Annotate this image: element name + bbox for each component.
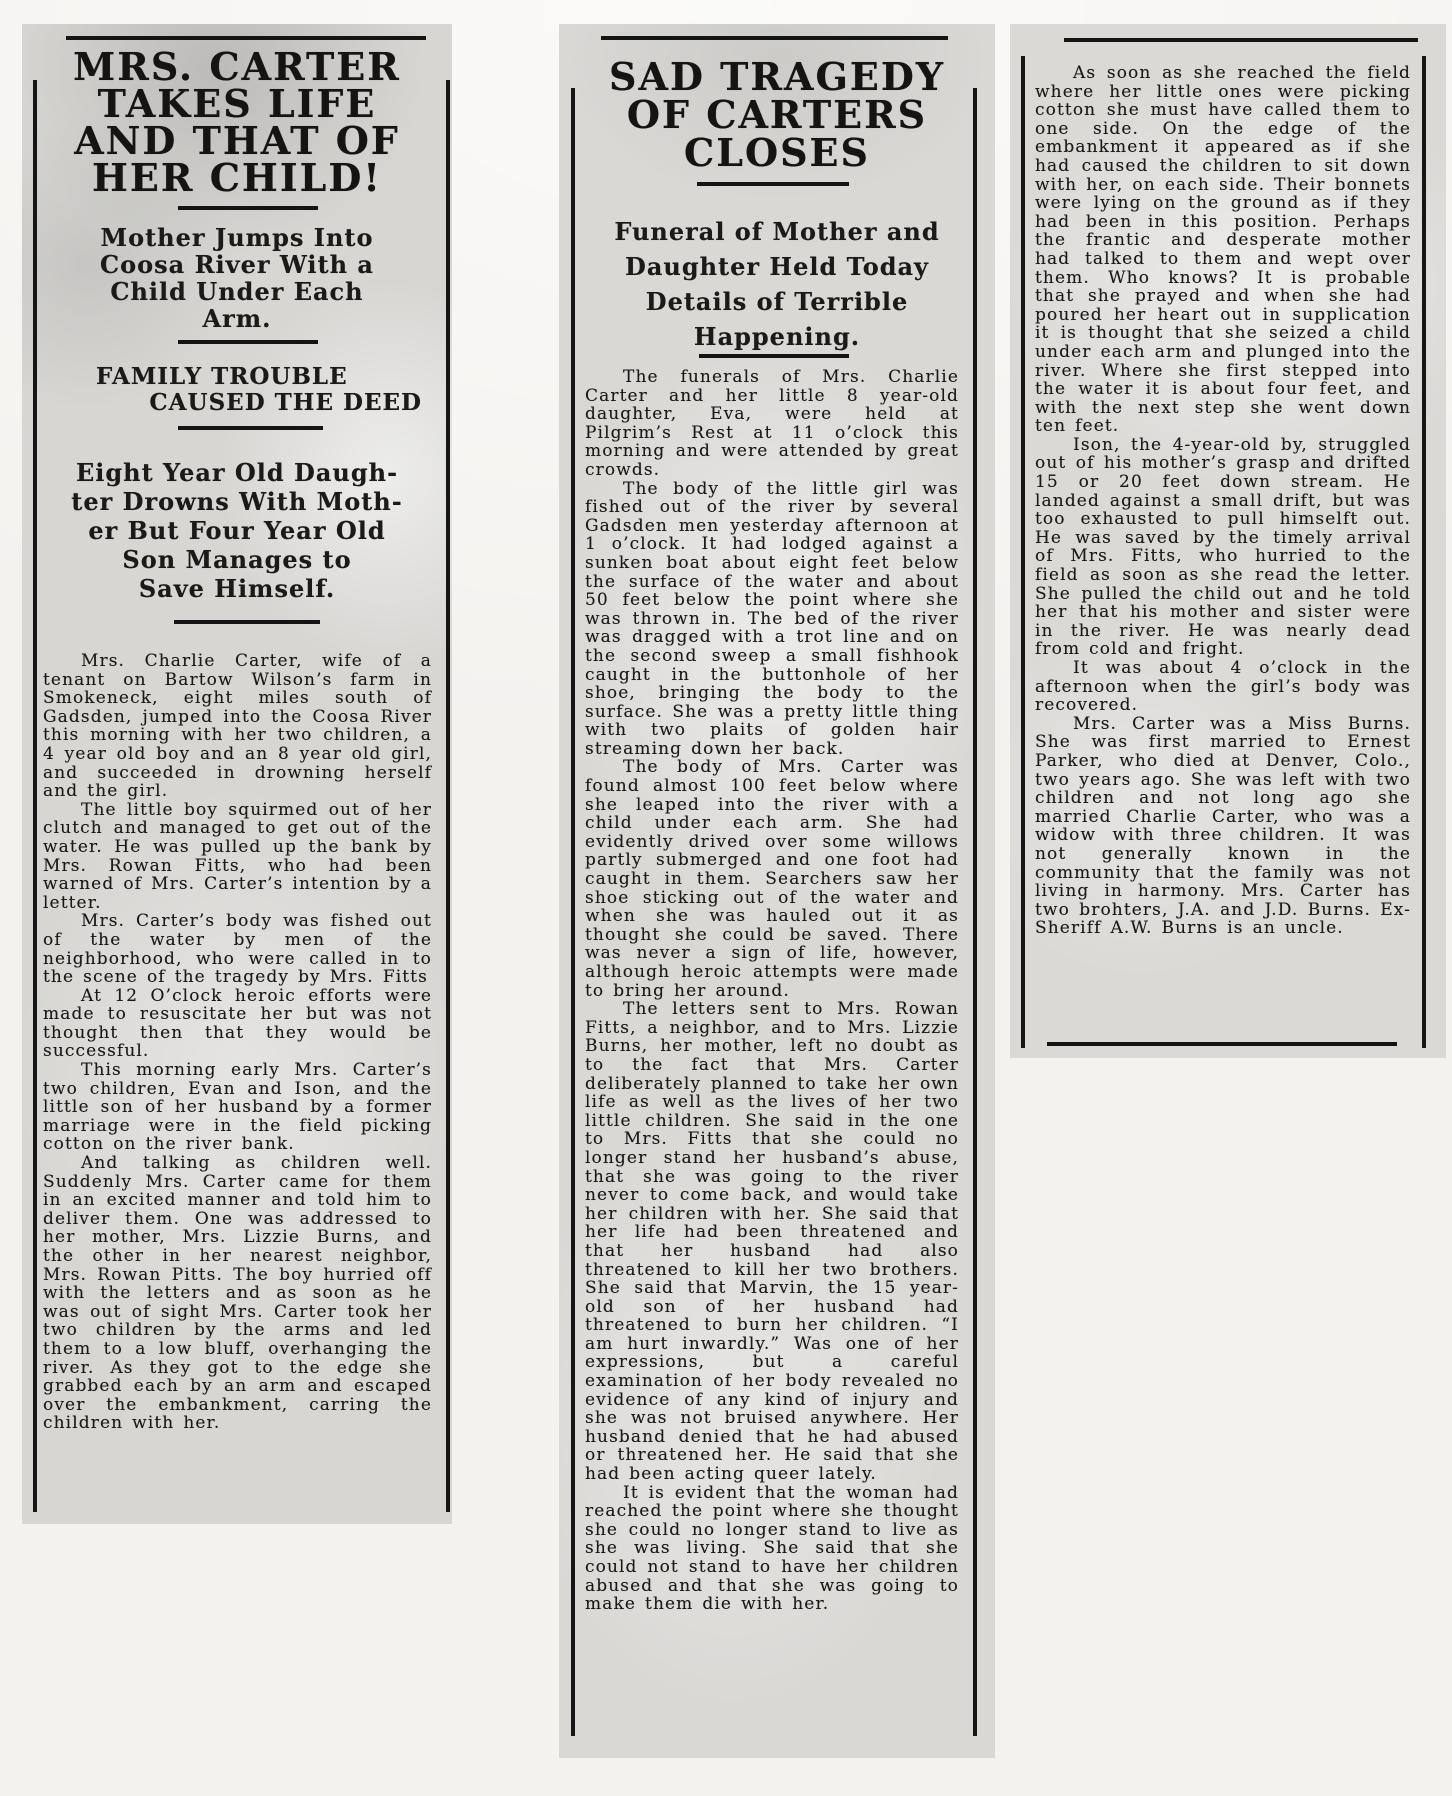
column-left-rule (33, 80, 37, 1512)
body-paragraph: Mrs. Carter was a Miss Burns. She was first married to Ernest Parker, who died at Denver, Colo., two years ago. She was left with two children and not long ago she married Charlie Carter, who was a widow with three children. It was not generally known in the community that the family was not living in harmony. Mrs. Carter has two brohters, J.A. and J.D. Burns. Ex-Sheriff A.W. Burns is an uncle. (1035, 713, 1411, 939)
main-headline (573, 54, 981, 175)
divider-rule (174, 620, 320, 624)
crosshead-line: CAUSED THE DEED (149, 389, 422, 416)
column-right-rule (446, 80, 450, 1512)
top-rule (601, 36, 948, 40)
column-left-rule (571, 88, 575, 1736)
bottom-rule (1047, 1042, 1397, 1046)
deck-line: Happening. (693, 322, 861, 351)
deck-line: Arm. (202, 304, 272, 333)
clipping-right-column (1010, 24, 1446, 1058)
crosshead (40, 364, 434, 416)
divider-rule (178, 206, 318, 210)
body-paragraph: Ison, the 4-year-old by, struggled out of his mother’s grasp and drifted 15 or 20 feet down stream. He landed against a small drift, but was too exhausted to pull himselft out. He was saved by the timely arrival of Mrs. Fitts, who hurried to the field as soon as she read the letter. She pulled the child out and he told her that his mother and sister were in the river. He was nearly dead from cold and fright. (1035, 434, 1411, 660)
headline-line: SAD TRAGEDY (609, 54, 945, 99)
article-body (1035, 64, 1411, 938)
body-paragraph: At 12 O’clock heroic efforts were made to resuscitate her but was not thought then that they would be successful. (43, 985, 432, 1062)
top-rule (66, 36, 426, 40)
headline-line: HER CHILD! (92, 155, 382, 200)
divider-rule (178, 340, 318, 344)
deck-line: ter Drowns With Moth- (71, 487, 403, 516)
divider-rule (699, 354, 849, 358)
body-paragraph: Mrs. Carter’s body was fished out of the water by men of the neighborhood, who were called in to the scene of the tragedy by Mrs. Fitts (43, 911, 432, 988)
deck-subhead (577, 214, 977, 354)
article-body (43, 652, 432, 1433)
deck-line: Funeral of Mother and (614, 217, 940, 246)
body-paragraph: Mrs. Charlie Carter, wife of a tenant on Bartow Wilson’s farm in Smokeneck, eight miles south of Gadsden, jumped into the Coosa River this morning with her two children, a 4 year old boy and an 8 year old girl, and succeeded in drowning herself and the girl. (43, 651, 432, 802)
body-paragraph: The body of the little girl was fished out of the river by several Gadsden men yesterday afternoon at 1 o’clock. It had lodged against a sunken boat about eight feet below the surface of the water and about 50 feet below the point where she was thrown in. The bed of the river was dragged with a trot line and on the second sweep a small fishhook caught in the buttonhole of her shoe, bringing the body to the surface. She was a pretty little thing with two plaits of golden hair streaming down her back. (585, 478, 959, 759)
deck-line: Child Under Each (110, 277, 364, 306)
body-paragraph: And talking as children well. Suddenly Mrs. Carter came for them in an excited manner and told him to deliver them. One was addressed to her mother, Mrs. Lizzie Burns, and the other in her nearest neighbor, Mrs. Rowan Pitts. The boy hurried off with the letters and as soon as he was out of sight Mrs. Carter took her two children by the arms and led them to a low bluff, overhanging the river. As they got to the edge she grabbed each by an arm and escaped over the embankment, carring the children with her. (43, 1153, 432, 1434)
body-paragraph: It was about 4 o’clock in the afternoon when the girl’s body was recovered. (1035, 658, 1411, 716)
deck-line: Eight Year Old Daugh- (75, 458, 399, 487)
column-right-rule (1422, 56, 1426, 1048)
body-paragraph: The letters sent to Mrs. Rowan Fitts, a neighbor, and to Mrs. Lizzie Burns, her mother, left no doubt as to the fact that Mrs. Carter deliberately planned to take her own life as well as the lives of her two little children. She said in the one to Mrs. Fitts that she could no longer stand her husband’s abuse, that she was going to the river never to come back, and would take her children with her. She said that her life had been threatened and that her husband had also threatened to kill her two brothers. She said that Marvin, the 15 year-old son of her husband had threatened to burn her children. “I am hurt inwardly.” Was one of her expressions, but a careful examination of her body revealed no evidence of any kind of injury and she was not bruised anywhere. Her husband denied that he had abused or threatened her. He said that she had been acting queer lately. (585, 999, 959, 1485)
deck-subhead (40, 224, 434, 332)
crosshead-line: FAMILY TROUBLE (96, 363, 348, 390)
main-headline (36, 44, 438, 200)
deck-line: Save Himself. (138, 574, 336, 603)
body-paragraph: The funerals of Mrs. Charlie Carter and her little 8 year-old daughter, Eva, were held at Pilgrim’s Rest at 11 o’clock this morning and were attended by great crowds. (585, 367, 959, 480)
deck-line: er But Four Year Old (88, 516, 386, 545)
article-body (585, 368, 959, 1614)
divider-rule (178, 426, 323, 430)
headline-line: CLOSES (684, 130, 870, 175)
deck-line: Son Manages to (122, 545, 352, 574)
deck-subhead-2 (40, 458, 434, 603)
body-paragraph: As soon as she reached the field where her little ones were picking cotton she must have called them to one side. On the edge of the embankment it appeared as if she had caused the children to sit down with her, on each side. Their bonnets were lying on the ground as if they had been in this position. Perhaps the frantic and desperate mother had talked to them and wept over them. Who knows? It is probable that she prayed and when she had poured her heart out in supplication it is thought that she seized a child under each arm and plunged into the river. Where she first stepped into the water it is about four feet, and with the next step she went down ten feet. (1035, 63, 1411, 437)
deck-line: Mother Jumps Into (100, 223, 374, 252)
headline-line: TAKES LIFE (97, 81, 377, 126)
body-paragraph: The little boy squirmed out of her clutch and managed to get out of the water. He was pulled up the bank by Mrs. Rowan Fitts, who had been warned of Mrs. Carter’s intention by a letter. (43, 799, 432, 913)
body-paragraph: It is evident that the woman had reached the point where she thought she could no longer stand to live as she was living. She said that she could not stand to have her children abused and that she was going to make them die with her. (585, 1482, 959, 1615)
clipping-left-column (22, 24, 452, 1524)
deck-line: Coosa River With a (100, 250, 374, 279)
headline-line: MRS. CARTER (73, 44, 401, 89)
divider-rule (697, 182, 849, 186)
deck-line: Daughter Held Today (625, 252, 929, 281)
clipping-middle-column (559, 24, 995, 1758)
headline-line: OF CARTERS (626, 92, 928, 137)
deck-line: Details of Terrible (645, 287, 909, 316)
headline-line: AND THAT OF (74, 118, 400, 163)
top-rule (1064, 38, 1418, 42)
column-left-rule (1021, 56, 1025, 1048)
body-paragraph: This morning early Mrs. Carter’s two children, Evan and Ison, and the little son of her husband by a former marriage were in the field picking cotton on the river bank. (43, 1060, 432, 1155)
body-paragraph: The body of Mrs. Carter was found almost 100 feet below where she leaped into the river with a child under each arm. She had evidently drived over some willows partly submerged and one foot had caught in them. Searchers saw her shoe sticking out of the water and when she was hauled out it as thought she could be saved. There was never a sign of life, however, although heroic attempts were made to bring her around. (585, 757, 959, 1001)
